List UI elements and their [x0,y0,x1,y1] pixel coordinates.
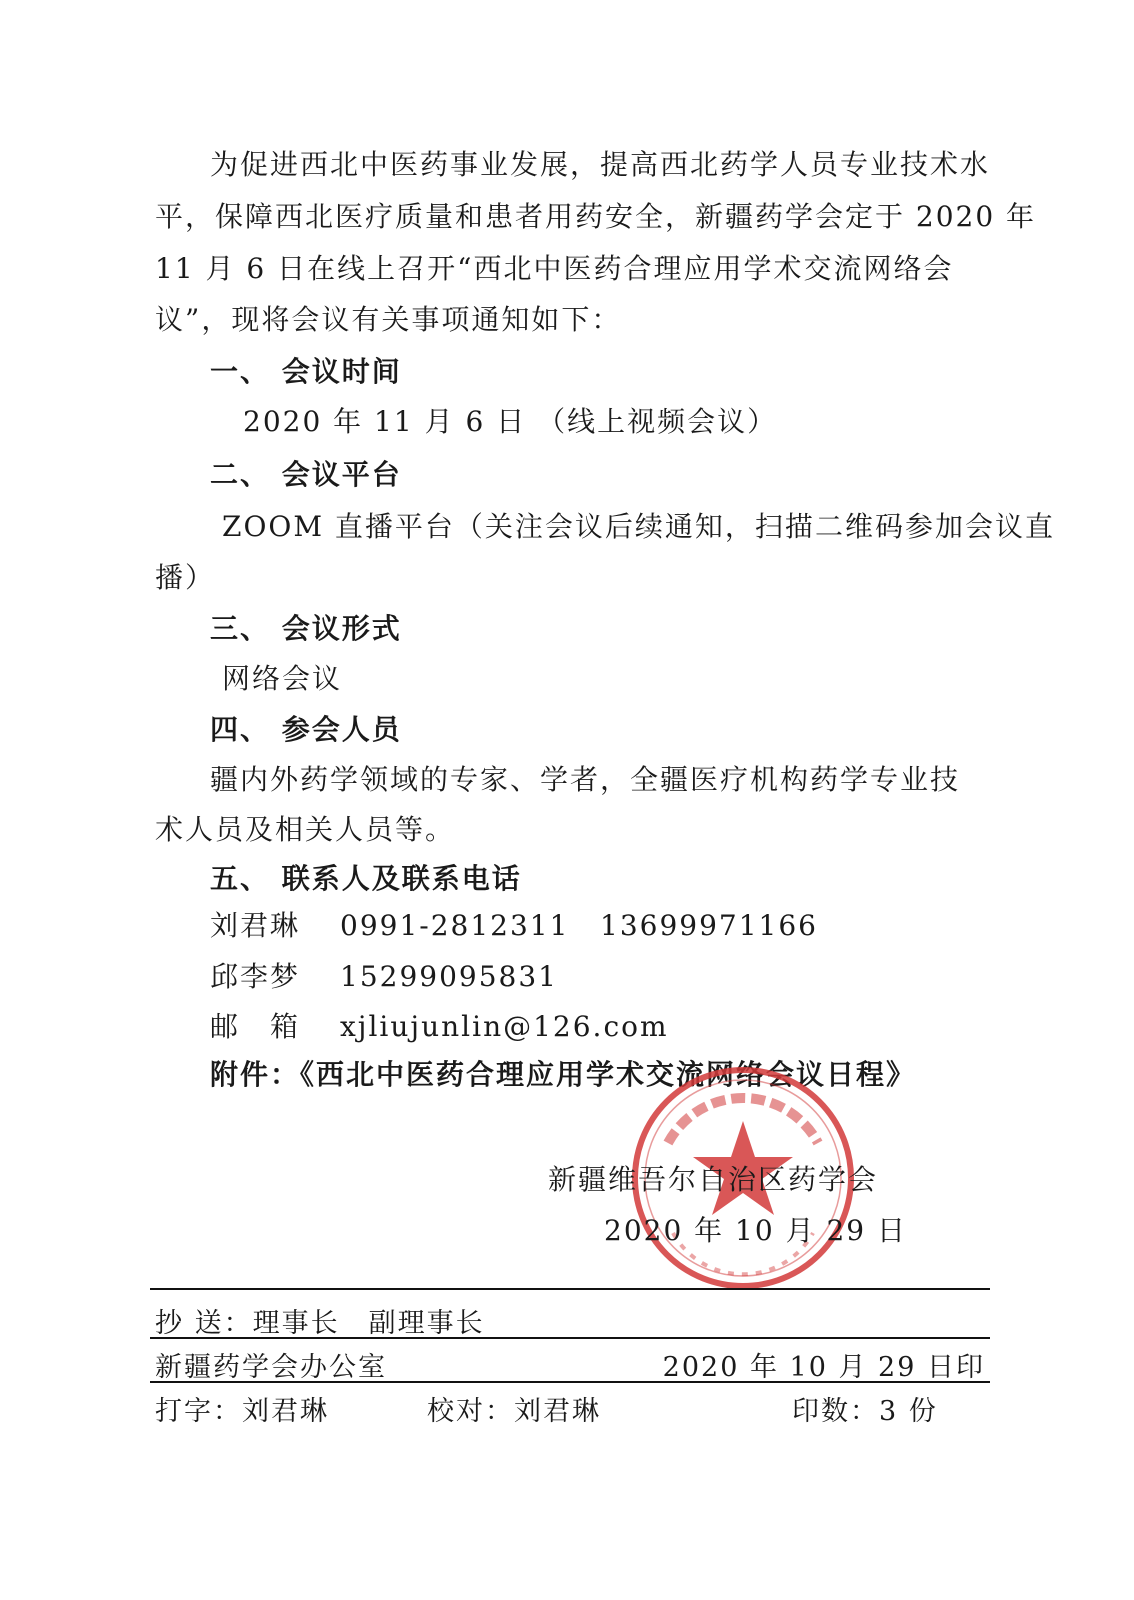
section-contact-heading: 五、 联系人及联系电话 [210,862,522,895]
contact-name: 邱李梦 [210,960,301,993]
footer-rule-top [150,1288,990,1290]
contact-row [210,1005,1050,1045]
contact-name: 刘君琳 [210,909,301,942]
intro-line-2: 平，保障西北医疗质量和患者用药安全，新疆药学会定于 2020 年 [155,200,1037,233]
footer-office: 新疆药学会办公室 [155,1352,387,1383]
section-platform-heading: 二、 会议平台 [210,458,402,491]
contact-row [210,955,1050,995]
footer-print-date: 2020 年 10 月 29 日印 [662,1352,985,1383]
section-attendees-body-2: 术人员及相关人员等。 [155,813,456,846]
attachment-line: 附件：《西北中医药合理应用学术交流网络会议日程》 [210,1058,917,1091]
section-platform-body-1: ZOOM 直播平台（关注会议后续通知，扫描二维码参加会议直 [222,510,1055,543]
footer-typist: 打字：刘君琳 [155,1396,329,1427]
section-attendees-heading: 四、 参会人员 [210,713,402,746]
section-format-heading: 三、 会议形式 [210,612,402,645]
contact-mobile: 15299095831 [340,960,558,993]
footer-rule-bottom [150,1381,990,1383]
section-attendees-body-1: 疆内外药学领域的专家、学者，全疆医疗机构药学专业技 [210,763,961,796]
section-platform-body-2: 播） [155,561,216,594]
signature-date: 2020 年 10 月 29 日 [604,1214,908,1247]
intro-line-4: 议”，现将会议有关事项通知如下： [155,303,622,336]
contact-phone: 0991-2812311 [340,909,570,942]
section-time-heading: 一、 会议时间 [210,355,402,388]
email-address: xjliujunlin@126.com [340,1010,669,1043]
section-format-body: 网络会议 [222,662,343,695]
section-time-body: 2020 年 11 月 6 日 （线上视频会议） [243,405,778,438]
email-label: 邮 箱 [210,1010,301,1043]
footer-copies: 印数：3 份 [792,1396,938,1427]
footer-cc: 抄 送：理事长 副理事长 [155,1308,485,1339]
footer-office-row [155,1345,985,1384]
footer-rule-middle [150,1337,990,1339]
intro-line-3: 11 月 6 日在线上召开“西北中医药合理应用学术交流网络会 [155,252,954,285]
footer-proofreader: 校对：刘君琳 [427,1396,601,1427]
contact-mobile: 13699971166 [600,909,818,942]
contact-row [210,904,1050,944]
signature-organization: 新疆维吾尔自治区药学会 [548,1163,879,1196]
intro-line-1: 为促进西北中医药事业发展，提高西北药学人员专业技术水 [210,148,991,181]
